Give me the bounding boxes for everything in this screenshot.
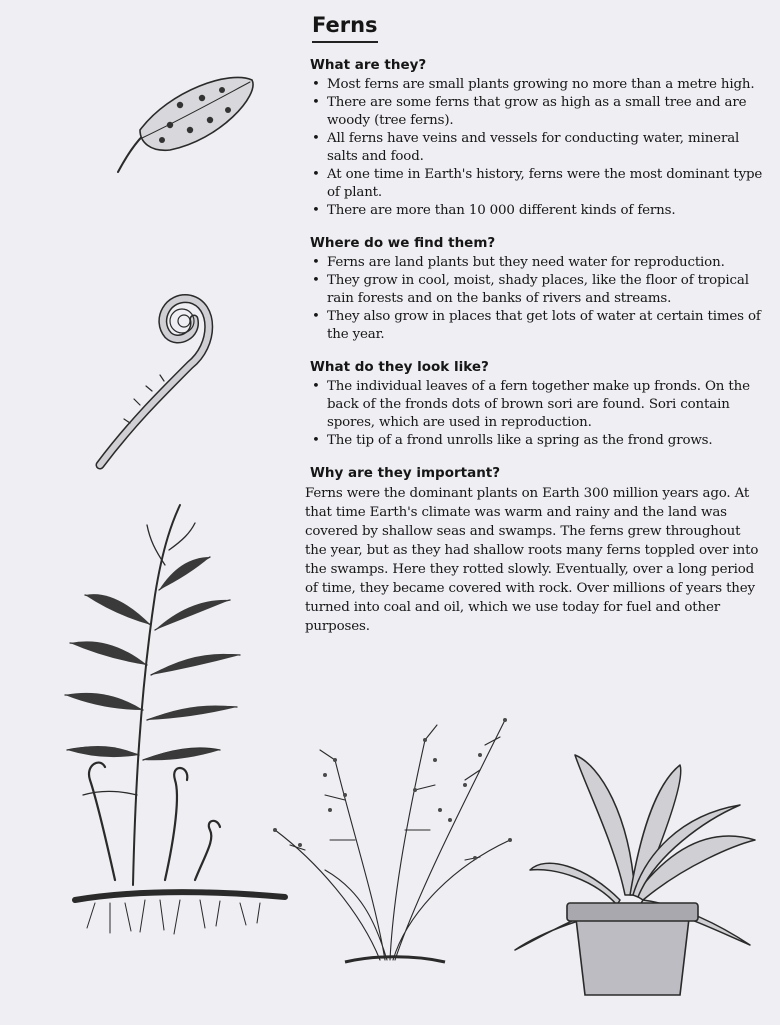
page-title: Ferns: [312, 12, 378, 43]
whole-fern-with-roots-icon: [55, 495, 295, 945]
list-item: • All ferns have veins and vessels for conducting water, mineral salts and food.: [305, 130, 765, 166]
section-why-important: [305, 465, 765, 636]
list-item: • The individual leaves of a fern together make up fronds. On the back of the fronds dots of brown sori are found. Sori contain spores, which are used in reproduction.: [305, 378, 765, 432]
section-heading: What do they look like?: [310, 359, 489, 375]
list-item: • There are more than 10 000 different kinds of ferns.: [305, 202, 765, 220]
list-item: • At one time in Earth's history, ferns were the most dominant type of plant.: [305, 166, 765, 202]
list-item: • Ferns are land plants but they need water for reproduction.: [305, 254, 765, 272]
section-look-like: [305, 359, 765, 450]
paragraph: Ferns were the dominant plants on Earth 300 million years ago. At that time Earth's climate was warm and rainy and the land was covered by shallow seas and swamps. The ferns grew throughout the year, but as they had shallow roots many ferns toppled over into the swamps. Here they rotted slowly. Eventually, over a long period of time, they became covered with rock. Over millions of years they turned into coal and oil, which we use today for fuel and other purposes.: [305, 486, 759, 634]
maidenhair-fern-icon: [265, 700, 525, 975]
list-item: • The tip of a frond unrolls like a spring as the frond grows.: [305, 432, 765, 450]
bullet-list: [305, 254, 765, 344]
list-item: • Most ferns are small plants growing no more than a metre high.: [305, 76, 765, 94]
section-heading: Where do we find them?: [310, 235, 496, 251]
bullet-list: [305, 76, 765, 220]
section-heading: What are they?: [310, 57, 427, 73]
list-item: • There are some ferns that grow as high as a small tree and are woody (tree ferns).: [305, 94, 765, 130]
list-item: • They grow in cool, moist, shady places, like the floor of tropical rain forests and on the banks of rivers and streams.: [305, 272, 765, 308]
section-heading: Why are they important?: [310, 465, 501, 481]
section-where-find: [305, 235, 765, 344]
section-what-are-they: [305, 57, 765, 220]
list-item: • They also grow in places that get lots of water at certain times of the year.: [305, 308, 765, 344]
potted-fern-icon: [505, 745, 770, 1000]
fern-leaf-with-sori-icon: [110, 70, 270, 180]
bullet-list: [305, 378, 765, 450]
text-column: [305, 57, 765, 651]
fern-fiddlehead-icon: [90, 285, 230, 475]
